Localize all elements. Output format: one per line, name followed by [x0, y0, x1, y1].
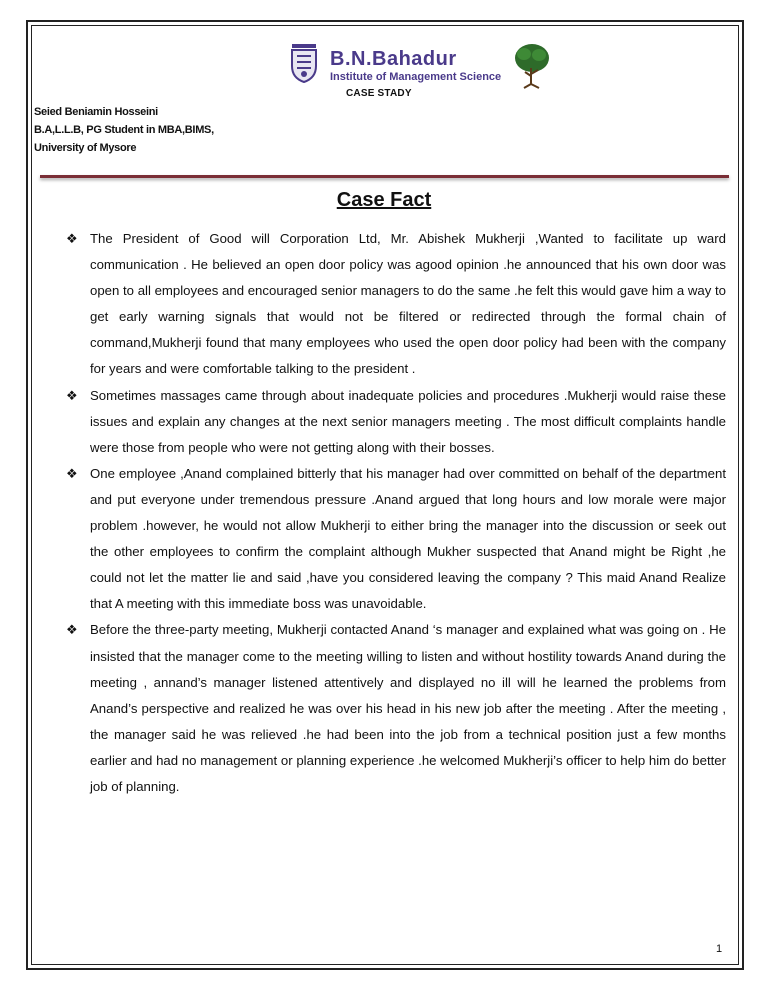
diamond-bullet-icon: ❖ [66, 622, 78, 638]
document-type-label: CASE STADY [346, 88, 412, 99]
institute-name: B.N.Bahadur [330, 48, 457, 70]
paragraph-text: One employee ,Anand complained bitterly that his manager had over committed on behalf of the department and put everyone under tremendous pressure .Anand argued that long hours and low morale were major problem .however, he would not allow Mukherji to either bring the manager into the discussion or seek out the other employees to confirm the complaint although Mukher suspected that Anand might be Right ,he could not let the matter lie and said ,have you considered leaving the company ? This maid Anand Realize that A meeting with this immediate boss was unavoidable. [90, 465, 726, 612]
diamond-bullet-icon: ❖ [66, 231, 78, 246]
header-divider [40, 175, 729, 178]
author-name: Seied Beniamin Hosseini [34, 106, 158, 118]
author-block [34, 103, 214, 157]
tree-logo-icon [512, 42, 552, 92]
author-degrees: B.A,L.L.B, PG Student in MBA,BIMS, [34, 124, 214, 136]
paragraph-text: Before the three-party meeting, Mukherji contacted Anand ‘s manager and explained what was going on . He insisted that the manager come to the meeting willing to listen and without hostility towards Anand during the meeting , annand’s manager listened attentively and displayed no ill will he learned the problems from Anand’s perspective and realized he was over his head in his new job after the meeting . After the meeting , the manager said he was relieved .he had been into the job from a technical position just a few months earlier and had no management or planning experience .he welcomed Mukherji’s officer to help him do better job of planning. [90, 622, 726, 794]
list-item [66, 226, 726, 383]
page-number: 1 [716, 943, 723, 955]
list-item [66, 383, 726, 461]
paragraph-text: The President of Good will Corporation Ltd, Mr. Abishek Mukherji ,Wanted to facilitate up ward communication . He believed an open door policy was agood opinion .he announced that his own door was open to all employees and encouraged senior managers to do the same .he felt this would gave him a way to get early warning signals that would not be filtered or redirected through the formal chain of command,Mukherji found that many employees who used the open door policy had been with the company for years and were comfortable talking to the president . [90, 231, 726, 377]
diamond-bullet-icon: ❖ [66, 465, 78, 481]
institute-header [286, 40, 554, 100]
institute-subtitle: Institute of Management Science [330, 71, 502, 83]
diamond-bullet-icon: ❖ [66, 387, 78, 403]
paragraph-text: Sometimes massages came through about inadequate policies and procedures .Mukherji would raise these issues and explain any changes at the next senior managers meeting . The most difficult complaints handle were those from people who were not getting along with their bosses. [90, 387, 726, 455]
case-fact-list [66, 226, 726, 800]
list-item [66, 617, 726, 800]
crest-logo-icon [286, 42, 322, 84]
list-item [66, 461, 726, 618]
page-title: Case Fact [336, 189, 432, 211]
author-university: University of Mysore [34, 142, 137, 154]
